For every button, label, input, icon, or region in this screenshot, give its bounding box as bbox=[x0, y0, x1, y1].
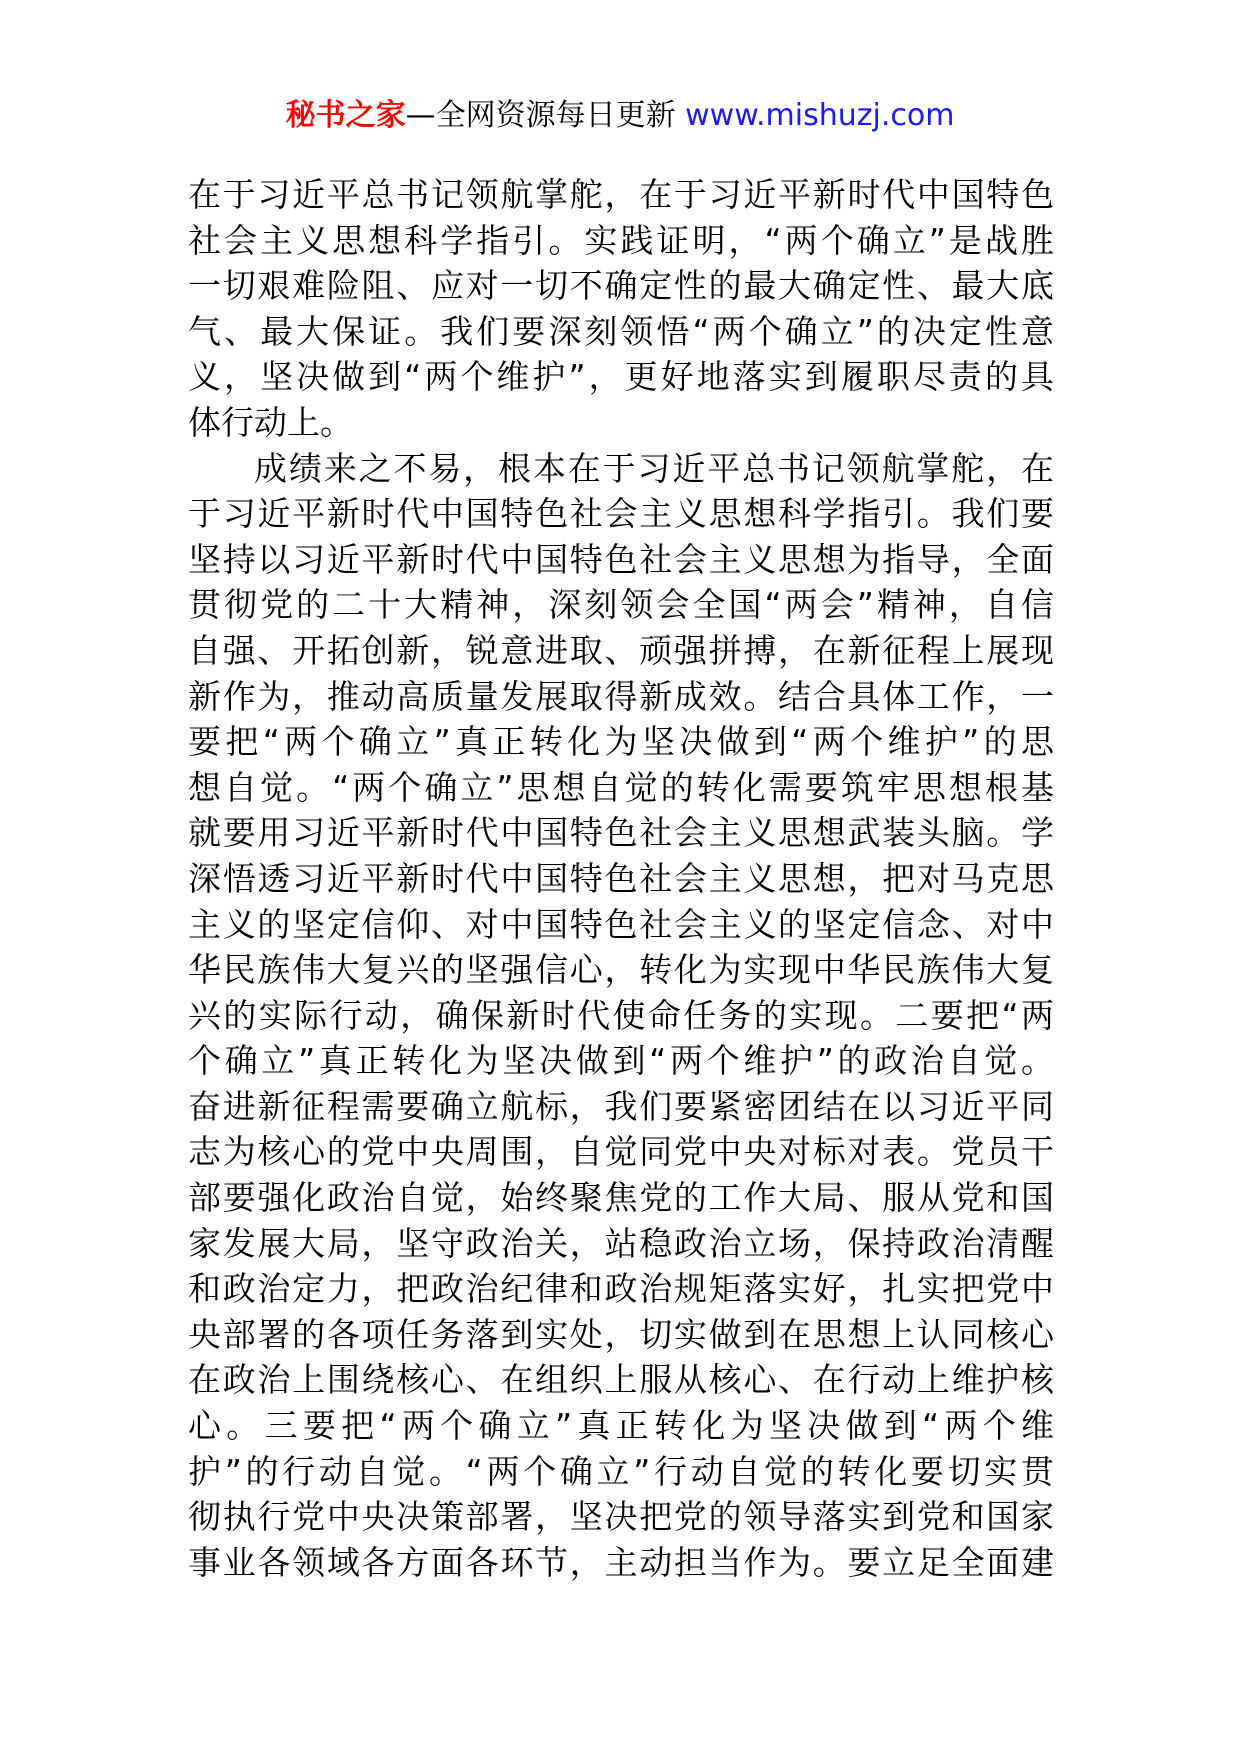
paragraph bbox=[188, 446, 1054, 1586]
text-line: 奋进新征程需要确立航标，我们要紧密团结在以习近平同 bbox=[188, 1086, 1054, 1126]
text-line: 新作为，推动高质量发展取得新成效。结合具体工作，一 bbox=[188, 676, 1054, 716]
text-line: 和政治定力，把政治纪律和政治规矩落实好，扎实把党中 bbox=[188, 1269, 1054, 1309]
text-line: 自强、开拓创新，锐意进取、顽强拼搏，在新征程上展现 bbox=[188, 630, 1054, 670]
text-line: 贯彻党的二十大精神，深刻领会全国“两会”精神，自信 bbox=[188, 585, 1054, 625]
text-line: 护”的行动自觉。“两个确立”行动自觉的转化要切实贯 bbox=[188, 1451, 1054, 1491]
text-line: 社会主义思想科学指引。实践证明，“两个确立”是战胜 bbox=[188, 220, 1054, 260]
site-url-link[interactable]: www.mishuzj.com bbox=[685, 98, 955, 133]
page-header bbox=[0, 96, 1240, 136]
text-line: 心。三要把“两个确立”真正转化为坚决做到“两个维 bbox=[188, 1406, 1054, 1446]
text-line: 个确立”真正转化为坚决做到“两个维护”的政治自觉。 bbox=[188, 1041, 1054, 1081]
text-line: 事业各领域各方面各环节，主动担当作为。要立足全面建 bbox=[188, 1542, 1054, 1582]
document-body bbox=[188, 172, 1054, 1585]
brand-name: 秘书之家 bbox=[285, 98, 406, 133]
text-line: 于习近平新时代中国特色社会主义思想科学指引。我们要 bbox=[188, 494, 1054, 534]
text-line: 主义的坚定信仰、对中国特色社会主义的坚定信念、对中 bbox=[188, 904, 1054, 944]
text-line: 要把“两个确立”真正转化为坚决做到“两个维护”的思 bbox=[188, 722, 1054, 762]
text-line: 志为核心的党中央周围，自觉同党中央对标对表。党员干 bbox=[188, 1132, 1054, 1172]
text-line: 兴的实际行动，确保新时代使命任务的实现。二要把“两 bbox=[188, 995, 1054, 1035]
text-line: 想自觉。“两个确立”思想自觉的转化需要筑牢思想根基 bbox=[188, 767, 1054, 807]
text-line: 华民族伟大复兴的坚强信心，转化为实现中华民族伟大复 bbox=[188, 950, 1054, 990]
text-line: 部要强化政治自觉，始终聚焦党的工作大局、服从党和国 bbox=[188, 1178, 1054, 1218]
paragraph bbox=[188, 172, 1054, 446]
text-line: 就要用习近平新时代中国特色社会主义思想武装头脑。学 bbox=[188, 813, 1054, 853]
text-line: 彻执行党中央决策部署，坚决把党的领导落实到党和国家 bbox=[188, 1497, 1054, 1537]
header-tagline: —全网资源每日更新 bbox=[405, 98, 676, 133]
text-line: 体行动上。 bbox=[188, 402, 353, 442]
text-line: 在于习近平总书记领航掌舵，在于习近平新时代中国特色 bbox=[188, 175, 1054, 214]
text-line: 成绩来之不易，根本在于习近平总书记领航掌舵，在 bbox=[254, 448, 1054, 488]
text-line: 央部署的各项任务落到实处，切实做到在思想上认同核心 bbox=[188, 1314, 1054, 1354]
text-line: 在政治上围绕核心、在组织上服从核心、在行动上维护核 bbox=[188, 1360, 1054, 1400]
text-line: 坚持以习近平新时代中国特色社会主义思想为指导，全面 bbox=[188, 539, 1054, 579]
text-line: 气、最大保证。我们要深刻领悟“两个确立”的决定性意 bbox=[188, 311, 1054, 351]
text-line: 义，坚决做到“两个维护”，更好地落实到履职尽责的具 bbox=[188, 357, 1054, 397]
text-line: 一切艰难险阻、应对一切不确定性的最大确定性、最大底 bbox=[188, 266, 1054, 306]
text-line: 家发展大局，坚守政治关，站稳政治立场，保持政治清醒 bbox=[188, 1223, 1054, 1263]
text-line: 深悟透习近平新时代中国特色社会主义思想，把对马克思 bbox=[188, 858, 1054, 898]
